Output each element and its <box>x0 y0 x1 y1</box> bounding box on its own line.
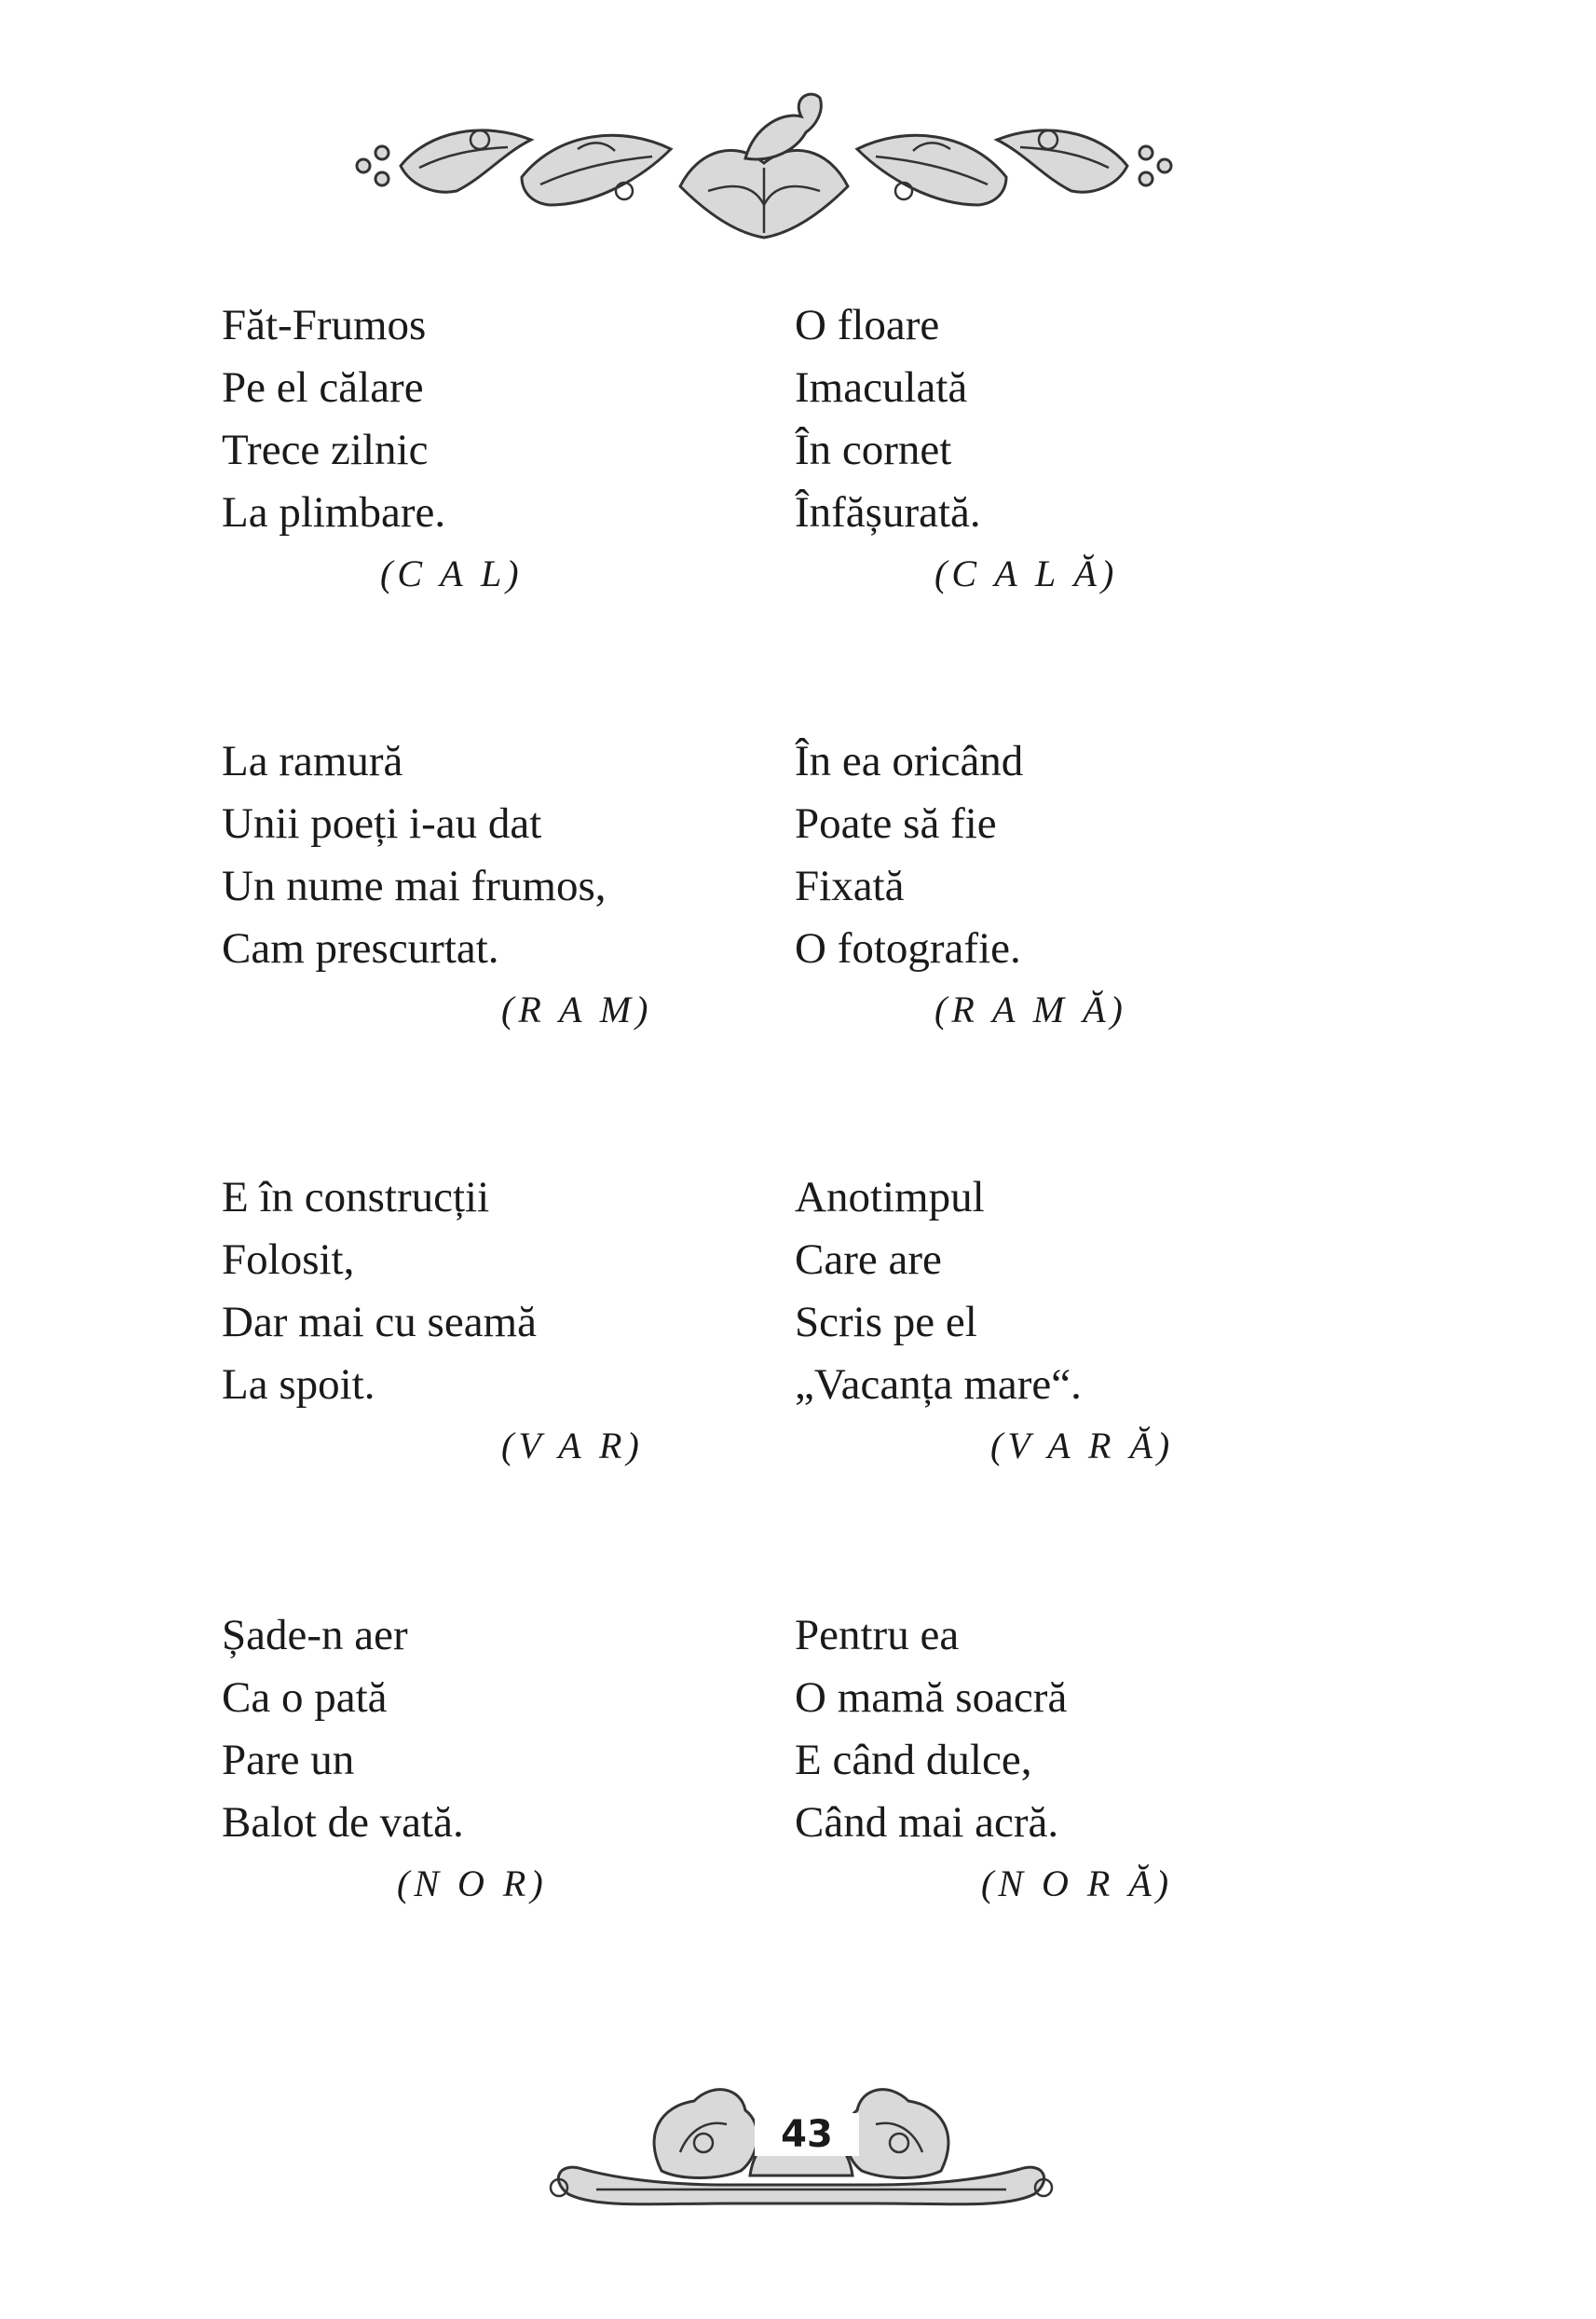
riddle-line: E în construcții <box>222 1173 490 1221</box>
riddle-line: Pentru ea <box>795 1611 960 1659</box>
riddle-line: E când dulce, <box>795 1736 1032 1784</box>
riddle-answer: (N O R) <box>397 1862 548 1904</box>
riddle-line: Balot de vată. <box>222 1798 464 1847</box>
riddle-line: Unii poeți i-au dat <box>222 799 542 848</box>
riddle-nora <box>795 1604 1354 1912</box>
riddle-cal <box>222 294 781 602</box>
riddle-nor <box>222 1604 781 1912</box>
riddle-answer: (V A R) <box>501 1425 644 1466</box>
riddle-line: La spoit. <box>222 1360 375 1409</box>
riddle-line: Când mai acră. <box>795 1798 1059 1847</box>
riddle-line: Pare un <box>222 1736 355 1784</box>
top-floral-ornament <box>345 75 1183 252</box>
riddle-line: Folosit, <box>222 1235 355 1284</box>
riddle-line: Poate să fie <box>795 799 997 848</box>
riddle-answer: (R A M Ă) <box>934 989 1127 1030</box>
riddle-var <box>222 1166 781 1474</box>
riddle-line: În ea oricând <box>795 737 1024 785</box>
riddle-line: Dar mai cu seamă <box>222 1298 537 1346</box>
page-number: 43 <box>755 2113 859 2156</box>
riddle-line: Ca o pată <box>222 1673 388 1722</box>
riddle-line: O fotografie. <box>795 924 1021 973</box>
riddle-line: Făt-Frumos <box>222 301 427 349</box>
riddle-rama <box>795 730 1354 1038</box>
riddle-line: Scris pe el <box>795 1298 977 1346</box>
riddle-line: O floare <box>795 301 940 349</box>
riddle-answer: (V A R Ă) <box>990 1425 1175 1466</box>
riddle-line: Imaculată <box>795 363 968 412</box>
riddle-answer: (C A L) <box>380 552 524 594</box>
riddle-line: Înfășurată. <box>795 488 981 537</box>
riddle-answer: (N O R Ă) <box>981 1862 1174 1904</box>
riddle-line: Șade-n aer <box>222 1611 408 1659</box>
riddle-line: Pe el călare <box>222 363 424 412</box>
riddle-cala <box>795 294 1354 602</box>
riddle-line: Cam prescurtat. <box>222 924 499 973</box>
riddle-line: Fixată <box>795 862 905 910</box>
riddle-line: În cornet <box>795 426 952 474</box>
riddle-line: Un nume mai frumos, <box>222 862 607 910</box>
riddle-ram <box>222 730 781 1038</box>
riddle-line: „Vacanța mare“. <box>795 1360 1082 1409</box>
riddle-line: Anotimpul <box>795 1173 985 1221</box>
riddle-vara <box>795 1166 1354 1474</box>
riddle-line: La ramură <box>222 737 403 785</box>
riddle-line: Trece zilnic <box>222 426 429 474</box>
riddle-answer: (R A M) <box>501 989 653 1030</box>
riddle-line: O mamă soacră <box>795 1673 1068 1722</box>
riddle-line: La plimbare. <box>222 488 446 537</box>
riddle-answer: (C A L Ă) <box>934 552 1119 594</box>
riddle-line: Care are <box>795 1235 942 1284</box>
